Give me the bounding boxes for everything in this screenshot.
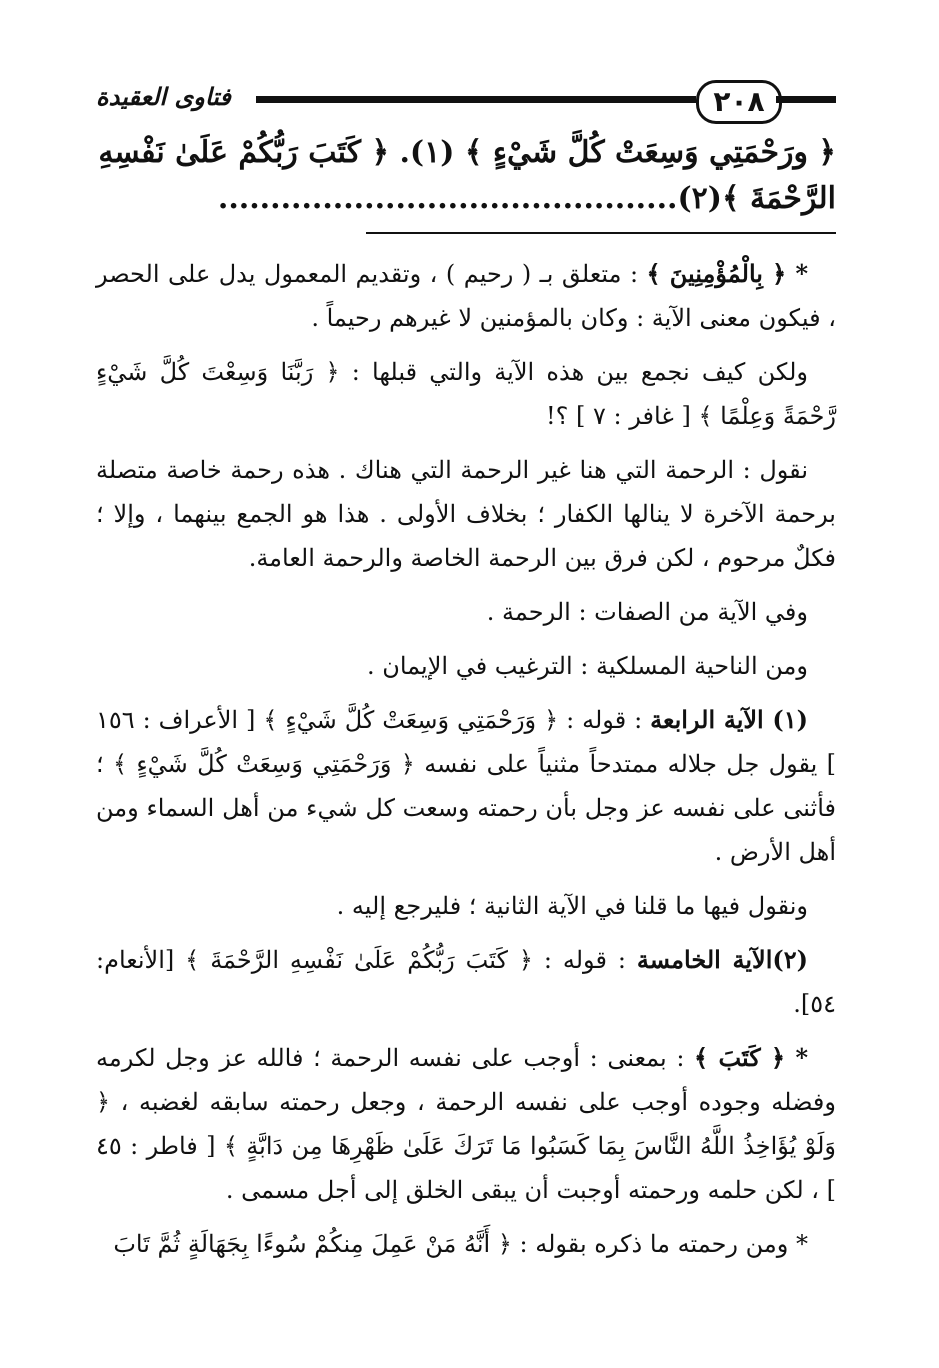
paragraph-lead: (٢)الآية الخامسة (636, 945, 809, 974)
paragraph-text: * ومن رحمته ما ذكره بقوله : ﴿ أَنَّهُ مَنْ عَمِلَ مِنكُمْ سُوءًا بِجَهَالَةٍ ثُمَّ تَابَ (113, 1230, 808, 1258)
paragraph-text: ومن الناحية المسلكية : الترغيب في الإيمان . (366, 652, 808, 680)
paragraph (96, 590, 836, 634)
paragraph (96, 1036, 836, 1212)
body-text (96, 252, 836, 1276)
paragraph-text: : قوله : ﴿ وَرَحْمَتِي وَسِعَتْ كُلَّ شَيْءٍ ﴾ [ الأعراف : ١٥٦ ] يقول جل جلاله ممتدحاً مثنياً على نفسه ﴿ وَرَحْمَتِي وَسِعَتْ كُلَّ شَيْءٍ ﴾ ؛ فأثنى على نفسه عز وجل بأن رحمته وسعت كل شيء من أهل السماء ومن أهل الأرض . (96, 706, 836, 866)
paragraph (96, 938, 836, 1026)
continued-line-2: الرَّحْمَةَ ﴾(٢)............................................ (217, 181, 836, 216)
continued-text-block (96, 130, 836, 222)
paragraph (96, 252, 836, 340)
paragraph-lead: * ﴿ كَتَبَ ﴾ (694, 1043, 808, 1072)
paragraph-text: : بمعنى : أوجب على نفسه الرحمة ؛ فالله عز وجل لكرمه وفضله وجوده أوجب على نفسه الرحمة ، وجعل رحمته سابقه لغضبه ، ﴿ وَلَوْ يُؤَاخِذُ اللَّهُ النَّاسَ بِمَا كَسَبُوا مَا تَرَكَ عَلَىٰ ظَهْرِهَا مِن دَابَّةٍ ﴾ [ فاطر : ٤٥ ] ، لكن حلمه ورحمته أوجبت أن يبقى الخلق إلى أجل مسمى . (96, 1044, 836, 1204)
paragraph (96, 448, 836, 580)
continued-line-1: ﴿ ورَحْمَتِي وَسِعَتْ كُلَّ شَيْءٍ ﴾ (١). ﴿ كَتَبَ رَبُّكُمْ عَلَىٰ نَفْسِهِ (98, 135, 836, 170)
footnote-separator (366, 232, 836, 234)
paragraph (96, 1222, 836, 1266)
paragraph (96, 644, 836, 688)
paragraph (96, 350, 836, 438)
paragraph (96, 884, 836, 928)
book-title: فتاوى العقيدة (96, 82, 231, 111)
paragraph-lead: (١) الآية الرابعة (650, 705, 808, 734)
paragraph-lead: * ﴿ بِالْمُؤْمِنِينَ ﴾ (646, 259, 808, 288)
paragraph-text: : قوله : ﴿ كَتَبَ رَبُّكُمْ عَلَىٰ نَفْسِهِ الرَّحْمَةَ ﴾ [الأنعام: ٥٤]. (96, 946, 836, 1018)
paragraph-text: نقول : الرحمة التي هنا غير الرحمة التي هناك . هذه رحمة خاصة متصلة برحمة الآخرة لا ينالها الكفار ؛ بخلاف الأولى . هذا هو الجمع بينهما ، وإلا ؛ فكلٌ مرحوم ، لكن فرق بين الرحمة الخاصة والرحمة العامة. (96, 456, 836, 572)
paragraph-text: وفي الآية من الصفات : الرحمة . (486, 598, 808, 626)
paragraph-text: ونقول فيها ما قلنا في الآية الثانية ؛ فليرجع إليه . (336, 892, 808, 920)
page-header (96, 78, 836, 122)
page-number: ٢٠٨ (696, 80, 782, 124)
paragraph-text: ولكن كيف نجمع بين هذه الآية والتي قبلها : ﴿ رَبَّنَا وَسِعْتَ كُلَّ شَيْءٍ رَّحْمَةً وَعِلْمًا ﴾ [ غافر : ٧ ] ؟! (96, 358, 836, 430)
paragraph-text: : متعلق بـ ( رحيم ) ، وتقديم المعمول يدل على الحصر ، فيكون معنى الآية : وكان بالمؤمنين لا غيرهم رحيماً . (96, 260, 836, 332)
header-rule-right (776, 96, 836, 103)
header-rule-left (256, 96, 696, 103)
paragraph (96, 698, 836, 874)
